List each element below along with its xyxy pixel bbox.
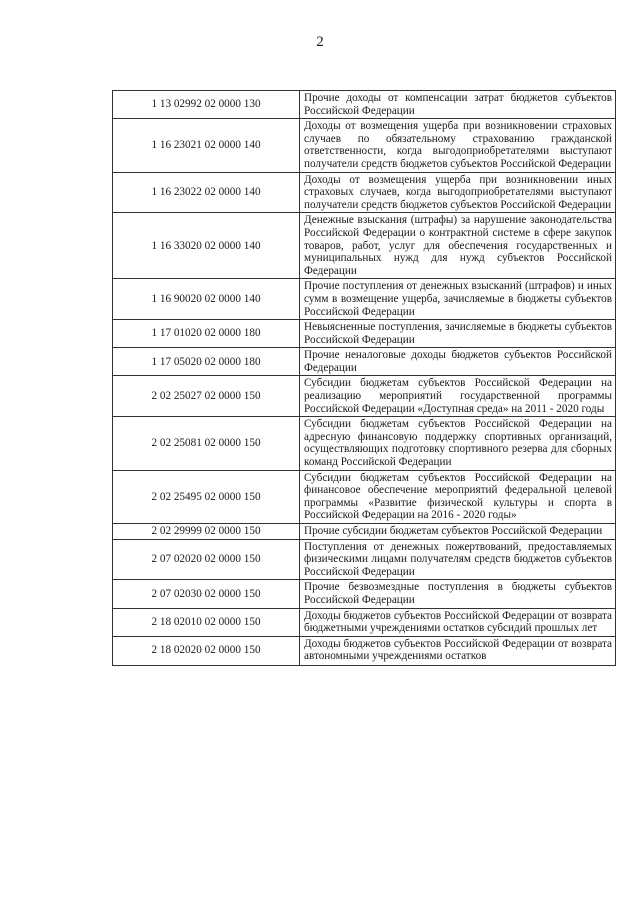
table-body xyxy=(113,91,616,666)
table-row xyxy=(113,608,616,636)
page-number: 2 xyxy=(316,34,324,50)
budget-code-cell: 2 02 25495 02 0000 150 xyxy=(113,470,300,523)
revenue-description-cell: Прочие доходы от компенсации затрат бюджетов субъектов Российской Федерации xyxy=(300,91,616,119)
revenue-description-cell: Субсидии бюджетам субъектов Российской Федерации на финансовое обеспечение мероприятий федеральной целевой программы «Развитие физической культуры и спорта в Российской Федерации на 2016 - 2020 годы» xyxy=(300,470,616,523)
revenue-description-cell: Прочие поступления от денежных взысканий (штрафов) и иных сумм в возмещение ущерба, зачисляемые в бюджеты субъектов Российской Федерации xyxy=(300,279,616,320)
budget-code-cell: 1 17 05020 02 0000 180 xyxy=(113,348,300,376)
revenue-description-cell: Прочие субсидии бюджетам субъектов Российской Федерации xyxy=(300,524,616,540)
table-row xyxy=(113,213,616,279)
table-row xyxy=(113,348,616,376)
revenue-description-cell: Доходы бюджетов субъектов Российской Федерации от возврата автономными учреждениями остатков xyxy=(300,636,616,665)
budget-code-cell: 1 16 90020 02 0000 140 xyxy=(113,279,300,320)
budget-code-cell: 2 02 25027 02 0000 150 xyxy=(113,376,300,417)
table-row xyxy=(113,636,616,665)
table-row xyxy=(113,279,616,320)
table-row xyxy=(113,524,616,540)
table-row xyxy=(113,470,616,523)
revenue-description-cell: Невыясненные поступления, зачисляемые в бюджеты субъектов Российской Федерации xyxy=(300,320,616,348)
budget-code-cell: 1 16 23021 02 0000 140 xyxy=(113,119,300,172)
revenue-description-cell: Доходы бюджетов субъектов Российской Федерации от возврата бюджетными учреждениями остатков субсидий прошлых лет xyxy=(300,608,616,636)
budget-code-cell: 1 16 33020 02 0000 140 xyxy=(113,213,300,279)
budget-code-cell: 2 18 02020 02 0000 150 xyxy=(113,636,300,665)
table-row xyxy=(113,320,616,348)
table-row xyxy=(113,376,616,417)
budget-code-cell: 1 17 01020 02 0000 180 xyxy=(113,320,300,348)
table-row xyxy=(113,580,616,608)
revenue-description-cell: Доходы от возмещения ущерба при возникновении иных страховых случаев, когда выгодоприобретателями выступают получатели средств бюджетов субъектов Российской Федерации xyxy=(300,172,616,213)
revenue-description-cell: Доходы от возмещения ущерба при возникновении страховых случаев по обязательному страхованию гражданской ответственности, когда выгодоприобретателями выступают получатели средств бюджетов субъектов Российской Федерации xyxy=(300,119,616,172)
budget-code-cell: 1 16 23022 02 0000 140 xyxy=(113,172,300,213)
table-row xyxy=(113,119,616,172)
revenue-description-cell: Прочие безвозмездные поступления в бюджеты субъектов Российской Федерации xyxy=(300,580,616,608)
page-bottom-margin xyxy=(0,858,640,904)
budget-code-cell: 2 18 02010 02 0000 150 xyxy=(113,608,300,636)
revenue-description-cell: Прочие неналоговые доходы бюджетов субъектов Российской Федерации xyxy=(300,348,616,376)
table-row xyxy=(113,539,616,580)
table-row xyxy=(113,172,616,213)
budget-code-cell: 2 02 29999 02 0000 150 xyxy=(113,524,300,540)
budget-code-cell: 1 13 02992 02 0000 130 xyxy=(113,91,300,119)
revenue-code-table xyxy=(112,90,616,666)
budget-code-cell: 2 02 25081 02 0000 150 xyxy=(113,417,300,470)
revenue-description-cell: Субсидии бюджетам субъектов Российской Федерации на адресную финансовую поддержку спортивных организаций, осуществляющих подготовку спортивного резерва для сборных команд Российской Федерации xyxy=(300,417,616,470)
budget-code-cell: 2 07 02030 02 0000 150 xyxy=(113,580,300,608)
table-row xyxy=(113,417,616,470)
table-row xyxy=(113,91,616,119)
revenue-description-cell: Денежные взыскания (штрафы) за нарушение законодательства Российской Федерации о контрактной системе в сфере закупок товаров, работ, услуг для обеспечения государственных и муниципальных нужд для нужд субъектов Российской Федерации xyxy=(300,213,616,279)
budget-code-cell: 2 07 02020 02 0000 150 xyxy=(113,539,300,580)
revenue-description-cell: Поступления от денежных пожертвований, предоставляемых физическими лицами получателям средств бюджетов субъектов Российской Федерации xyxy=(300,539,616,580)
revenue-description-cell: Субсидии бюджетам субъектов Российской Федерации на реализацию мероприятий государственной программы Российской Федерации «Доступная среда» на 2011 - 2020 годы xyxy=(300,376,616,417)
